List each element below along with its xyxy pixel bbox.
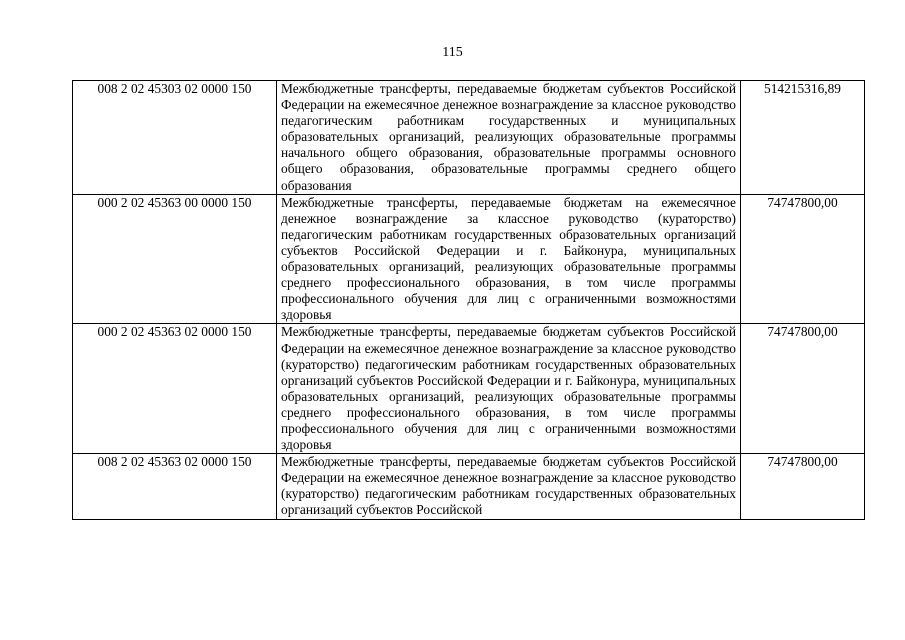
description-cell: Межбюджетные трансферты, передаваемые бюджетам на ежемесячное денежное вознаграждение за классное руководство (кураторство) педагогическим работникам государственных образовательных организаций субъектов Российской Федерации и г. Байконура, муниципальных образовательных организаций, реализующих образовательные программы среднего профессионального образования, в том числе программы профессионального обучения для лиц с ограниченными возможностями здоровья (277, 194, 741, 324)
amount-cell: 74747800,00 (741, 454, 865, 519)
budget-code-cell: 000 2 02 45363 00 0000 150 (73, 194, 277, 324)
budget-code-cell: 008 2 02 45303 02 0000 150 (73, 81, 277, 195)
amount-cell: 74747800,00 (741, 324, 865, 454)
budget-code-cell: 008 2 02 45363 02 0000 150 (73, 454, 277, 519)
table-row (73, 454, 865, 519)
description-cell: Межбюджетные трансферты, передаваемые бюджетам субъектов Российской Федерации на ежемесячное денежное вознаграждение за классное руководство (кураторство) педагогическим работникам государственных образовательных организаций субъектов Российской (277, 454, 741, 519)
description-cell: Межбюджетные трансферты, передаваемые бюджетам субъектов Российской Федерации на ежемесячное денежное вознаграждение за классное руководство педагогическим работникам государственных и муниципальных образовательных организаций, реализующих образовательные программы начального общего образования, образовательные программы основного общего образования, образовательные программы среднего общего образования (277, 81, 741, 195)
budget-code-cell: 000 2 02 45363 02 0000 150 (73, 324, 277, 454)
table-row (73, 194, 865, 324)
table-row (73, 324, 865, 454)
amount-cell: 514215316,89 (741, 81, 865, 195)
description-cell: Межбюджетные трансферты, передаваемые бюджетам субъектов Российской Федерации на ежемесячное денежное вознаграждение за классное руководство (кураторство) педагогическим работникам государственных образовательных организаций субъектов Российской Федерации и г. Байконура, муниципальных образовательных организаций, реализующих образовательные программы среднего профессионального образования, в том числе программы профессионального обучения для лиц с ограниченными возможностями здоровья (277, 324, 741, 454)
page-number: 115 (442, 45, 463, 60)
table-row (73, 81, 865, 195)
budget-table (72, 80, 865, 520)
amount-cell: 74747800,00 (741, 194, 865, 324)
